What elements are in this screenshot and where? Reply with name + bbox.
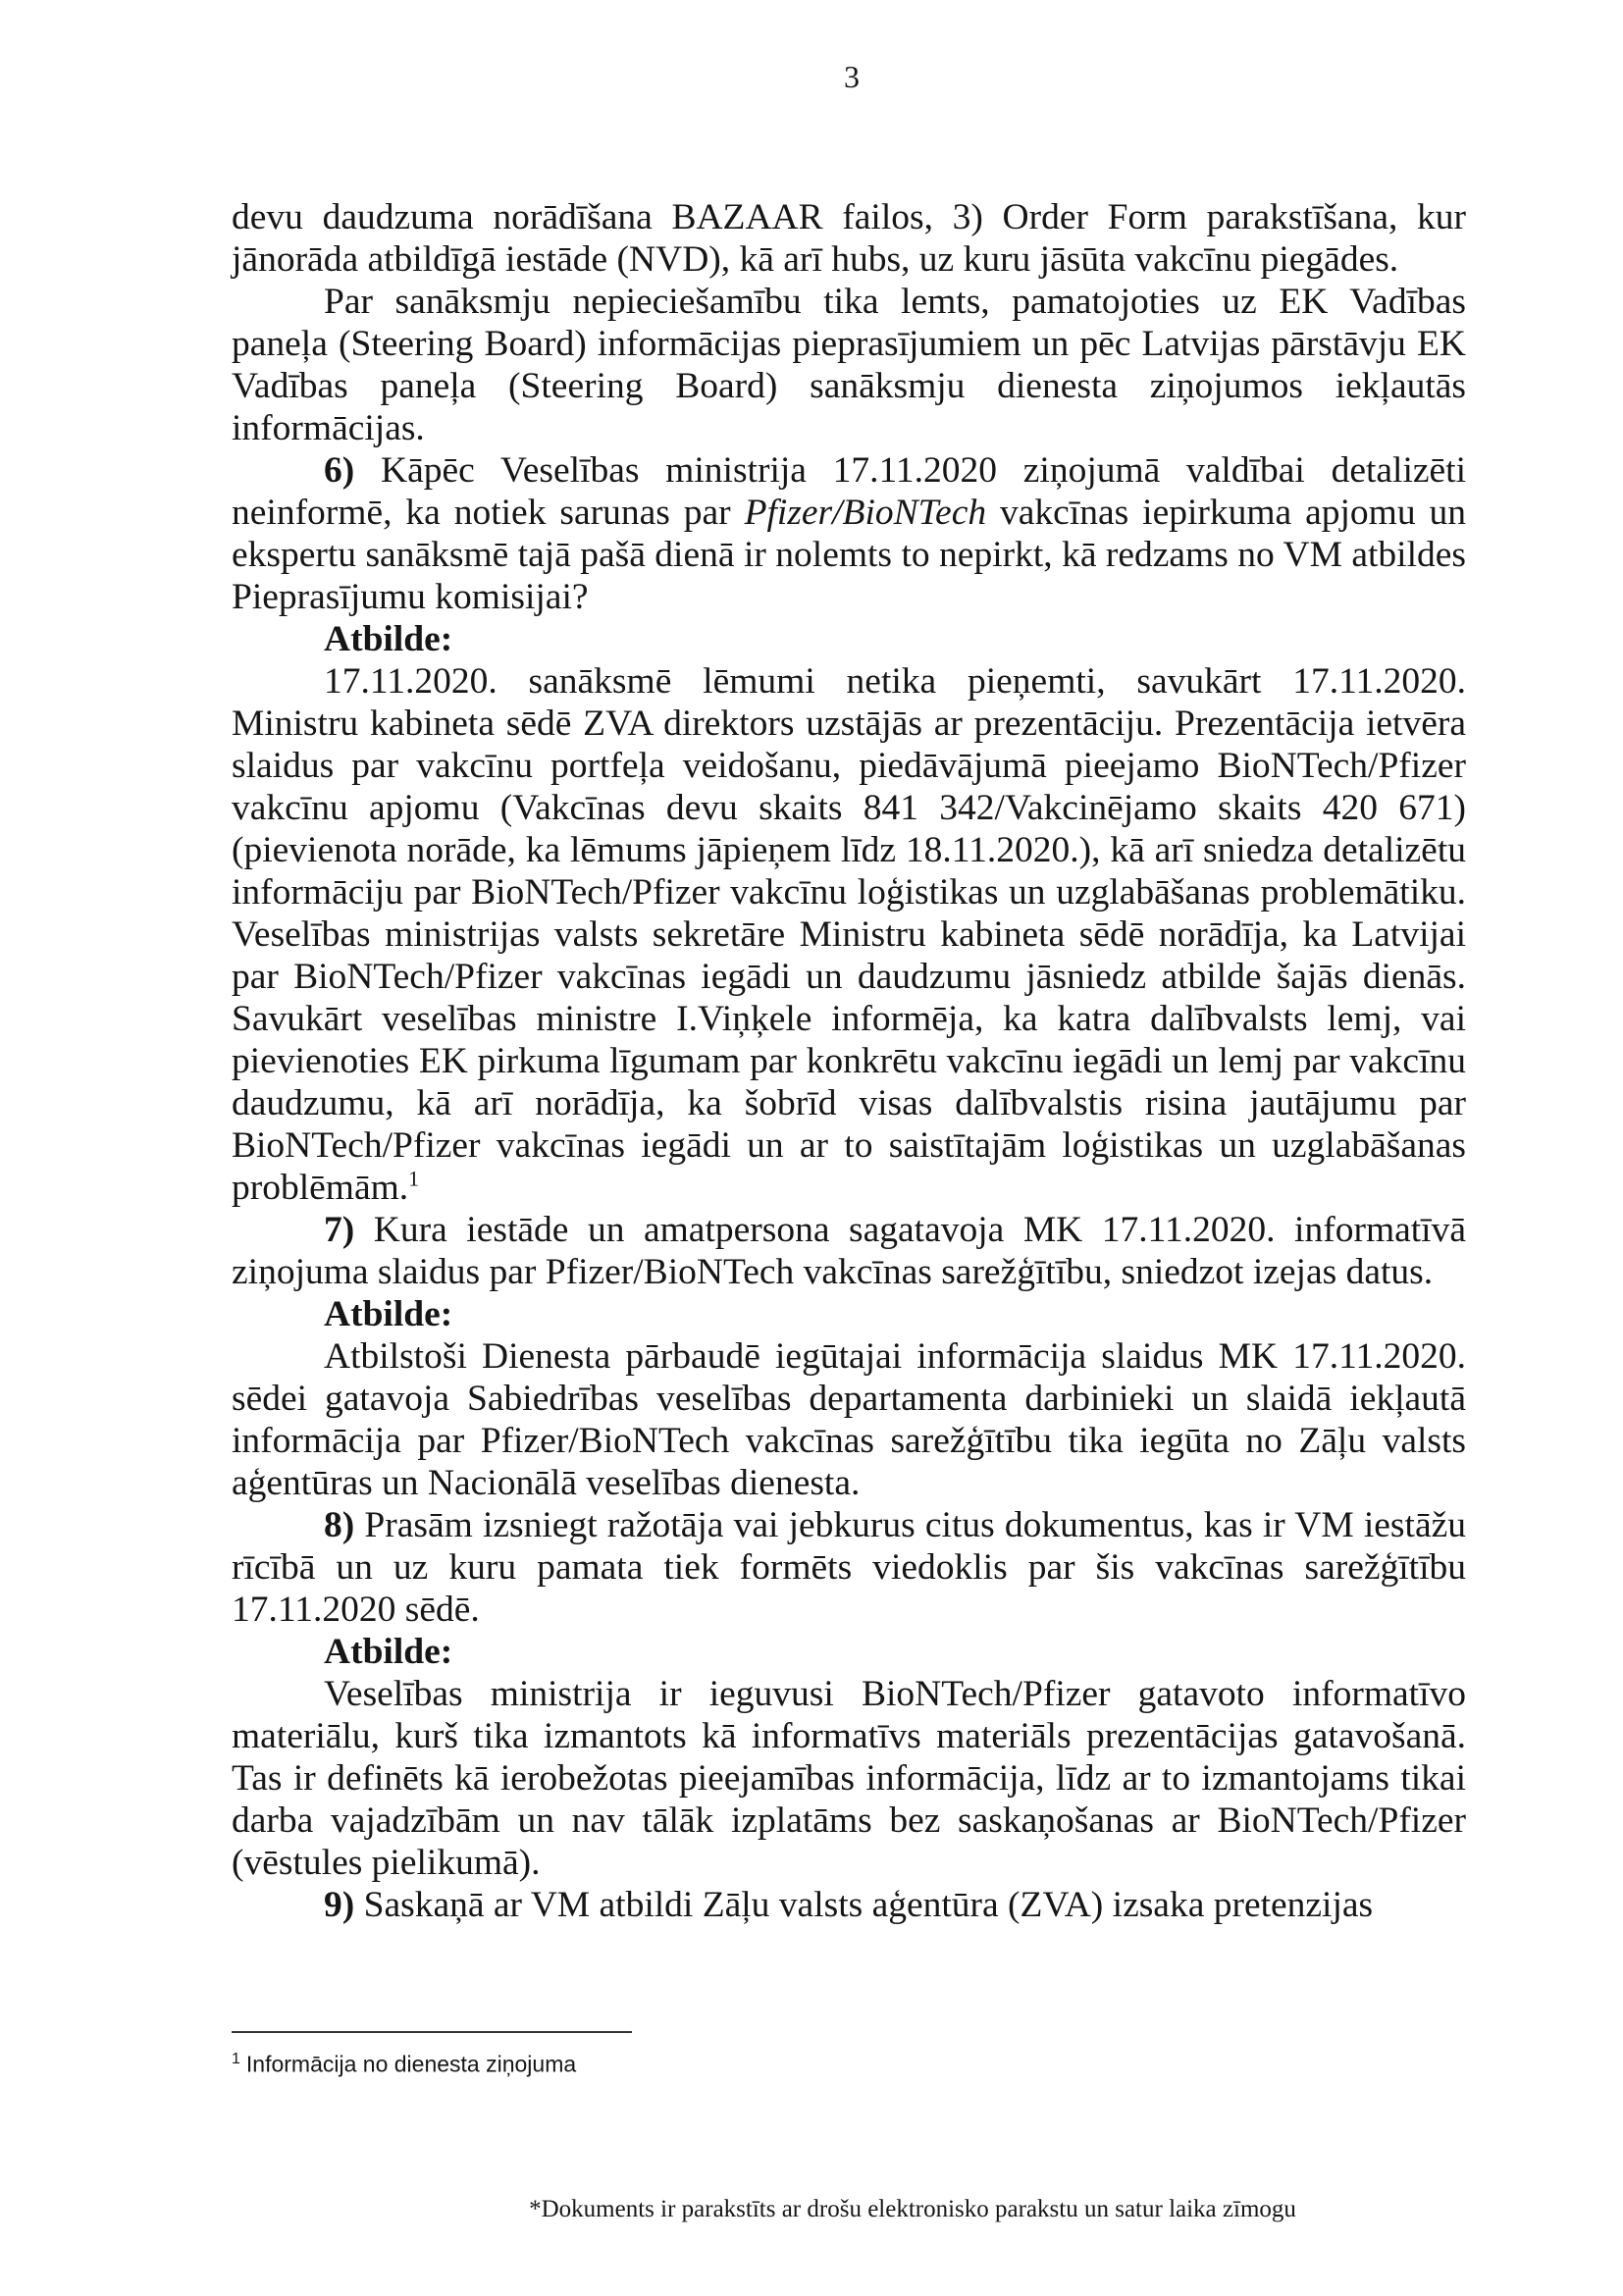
answer-6: 17.11.2020. sanāksmē lēmumi netika pieņemti, savukārt 17.11.2020. Ministru kabineta sēdē ZVA direktors uzstājās ar prezentāciju. Prezentācija ietvēra slaidus par vakcīnu portfeļa veidošanu, piedāvājumā pieejamo BioNTech/Pfizer vakcīnu apjomu (Vakcīnas devu skaits 841 342/Vakcinējamo skaits 420 671) (pievienota norāde, ka lēmums jāpieņem līdz 18.11.2020.), kā arī sniedza detalizētu informāciju par BioNTech/Pfizer vakcīnu loģistikas un uzglabāšanas problemātiku. Veselības ministrijas valsts sekretāre Ministru kabineta sēdē norādīja, ka Latvijai par BioNTech/Pfizer vakcīnas iegādi un daudzumu jāsniedz atbilde šajās dienās. Savukārt veselības ministre I.Viņķele informēja, ka katra dalībvalsts lemj, vai pievienoties EK pirkuma līgumam par konkrētu vakcīnu iegādi un lemj par vakcīnu daudzumu, kā arī norādīja, ka šobrīd visas dalībvalstis risina jautājumu par BioNTech/Pfizer vakcīnas iegādi un ar to saistītajām loģistikas un uzglabāšanas problēmām.$^1$ (232, 661, 1466, 1208)
footnote-text: Informācija no dienesta ziņojuma (245, 2051, 577, 2077)
emphasis-text: Pfizer/BioNTech (744, 493, 987, 533)
question-number: 7) (324, 1210, 355, 1250)
paragraph-meetings: Par sanāksmju nepieciešamību tika lemts, pamatojoties uz EK Vadības paneļa (Steering Board) informācijas pieprasījumiem un pēc Latvijas pārstāvju EK Vadības paneļa (Steering Board) sanāksmju dienesta ziņojumos iekļautās informācijas. (232, 282, 1466, 448)
footnote-marker: 1 (232, 2051, 240, 2067)
footnote-reference: 1 (408, 1166, 420, 1191)
question-6: 6) Kāpēc Veselības ministrija 17.11.2020 ziņojumā valdībai detalizēti neinformē, ka notiek sarunas par Pfizer/BioNTech vakcīnas iepirkuma apjomu un ekspertu sanāksmē tajā pašā dienā ir nolemts to nepirkt, kā redzams no VM atbildes Pieprasījumu komisijai? (232, 450, 1466, 617)
document-body (232, 196, 1466, 1926)
answer-8: Veselības ministrija ir ieguvusi BioNTech/Pfizer gatavoto informatīvo materiālu, kurš tika izmantots kā informatīvs materiāls prezentācijas gatavošanā. Tas ir definēts kā ierobežotas pieejamības informācija, līdz ar to izmantojams tikai darba vajadzībām un nav tālāk izplatāms bez saskaņošanas ar BioNTech/Pfizer (vēstules pielikumā). (232, 1674, 1466, 1883)
paragraph-continuation: devu daudzuma norādīšana BAZAAR failos, 3) Order Form parakstīšana, kur jānorāda atbildīgā iestāde (NVD), kā arī hubs, uz kuru jāsūta vakcīnu piegādes. (232, 197, 1466, 280)
footnote (232, 2051, 1115, 2078)
page-number: 3 (844, 59, 860, 94)
answer-heading: Atbilde: (324, 1632, 453, 1672)
question-number: 6) (324, 450, 355, 491)
question-9: 9) Saskaņā ar VM atbildi Zāļu valsts aģentūra (ZVA) izsaka pretenzijas (324, 1885, 1374, 1925)
question-8: 8) Prasām izsniegt ražotāja vai jebkurus citus dokumentus, kas ir VM iestāžu rīcībā un uz kuru pamata tiek formēts viedoklis par šis vakcīnas sarežģītību 17.11.2020 sēdē. (232, 1505, 1466, 1630)
answer-heading: Atbilde: (324, 619, 453, 659)
question-number: 9) (324, 1885, 355, 1925)
question-number: 8) (324, 1505, 355, 1545)
answer-heading: Atbilde: (324, 1294, 453, 1334)
question-7: 7) Kura iestāde un amatpersona sagatavoja MK 17.11.2020. informatīvā ziņojuma slaidus par Pfizer/BioNTech vakcīnas sarežģītību, sniedzot izejas datus. (232, 1210, 1466, 1292)
footnote-divider (232, 2031, 632, 2033)
signature-notice: *Dokuments ir parakstīts ar drošu elektronisko parakstu un satur laika zīmogu (529, 2196, 1296, 2222)
answer-7: Atbilstoši Dienesta pārbaudē iegūtajai informācija slaidus MK 17.11.2020. sēdei gatavoja Sabiedrības veselības departamenta darbinieki un slaidā iekļautā informācija par Pfizer/BioNTech vakcīnas sarežģītību tika iegūta no Zāļu valsts aģentūras un Nacionālā veselības dienesta. (232, 1336, 1466, 1503)
